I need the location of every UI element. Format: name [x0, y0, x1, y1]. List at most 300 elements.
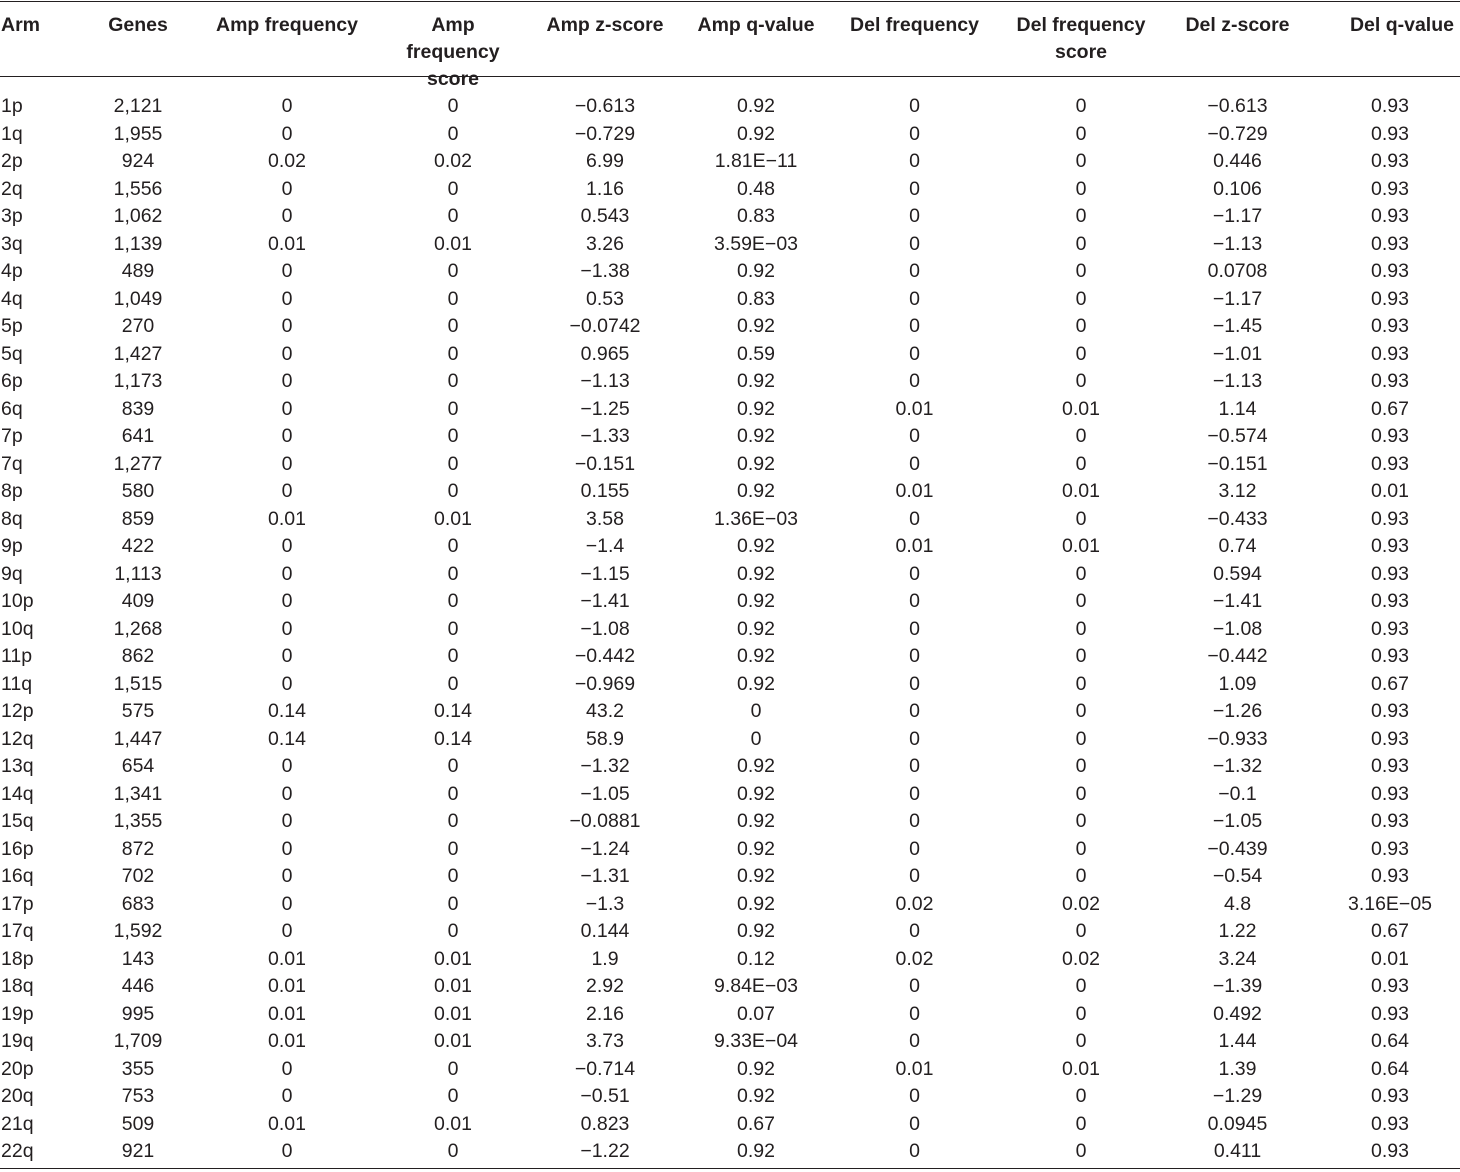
cell-amp-z-score: −1.31	[580, 865, 630, 888]
table-row	[0, 176, 1460, 204]
cell-amp-q-value: 0	[750, 700, 762, 723]
cell-amp-q-value: 9.33E−04	[713, 1030, 799, 1053]
cell-del-z-score: 1.14	[1218, 397, 1257, 420]
cell-amp-frequency-score: 0.01	[434, 1112, 472, 1135]
cell-arm: 11p	[1, 645, 33, 668]
table-row	[0, 1028, 1460, 1056]
cell-genes: 1,427	[113, 342, 163, 365]
cell-del-frequency-score: 0	[1075, 287, 1087, 310]
cell-amp-frequency-score: 0	[447, 782, 459, 805]
cell-amp-q-value: 0.92	[737, 397, 775, 420]
cell-del-frequency: 0	[909, 122, 920, 145]
cell-amp-frequency-score: 0	[447, 865, 459, 888]
cell-amp-frequency: 0	[281, 177, 293, 200]
cell-amp-frequency-score: 0.01	[434, 947, 472, 970]
cell-del-z-score: 1.09	[1218, 672, 1257, 695]
cell-arm: 3q	[1, 232, 23, 255]
cell-amp-frequency-score: 0	[447, 755, 459, 778]
cell-del-frequency-score: 0	[1075, 232, 1087, 255]
cell-del-frequency-score: 0	[1075, 920, 1087, 943]
cell-del-q-value: 0.93	[1371, 95, 1409, 118]
cell-amp-z-score: 3.73	[586, 1030, 624, 1053]
cell-del-frequency-score: 0	[1075, 177, 1087, 200]
cell-del-z-score: −0.439	[1207, 837, 1268, 860]
cell-amp-z-score: 3.26	[586, 232, 624, 255]
cell-amp-q-value: 0.92	[737, 562, 775, 585]
cell-del-frequency: 0	[909, 260, 920, 283]
table-row	[0, 946, 1460, 974]
cell-del-frequency-score: 0	[1075, 782, 1087, 805]
cell-del-q-value: 0.93	[1371, 425, 1409, 448]
cell-amp-frequency-score: 0	[447, 205, 459, 228]
cell-arm: 13q	[1, 755, 34, 778]
cell-amp-frequency-score: 0	[447, 562, 459, 585]
cell-del-q-value: 0.67	[1371, 672, 1409, 695]
cell-amp-q-value: 0.92	[737, 370, 775, 393]
cell-del-frequency-score: 0	[1075, 342, 1087, 365]
cell-genes: 1,355	[113, 810, 163, 833]
cell-amp-z-score: −0.151	[574, 452, 636, 475]
cell-amp-q-value: 0.92	[737, 95, 775, 118]
cell-genes: 1,556	[113, 177, 163, 200]
cell-del-q-value: 0.93	[1371, 507, 1409, 530]
cell-del-frequency-score: 0.02	[1062, 947, 1100, 970]
cell-genes: 862	[121, 645, 155, 668]
cell-amp-z-score: −0.613	[574, 95, 636, 118]
cell-amp-q-value: 0.92	[737, 810, 775, 833]
table-row	[0, 313, 1460, 341]
table-row	[0, 1138, 1460, 1166]
table-row	[0, 423, 1460, 451]
cell-arm: 4q	[1, 287, 23, 310]
cell-amp-frequency-score: 0	[447, 425, 459, 448]
cell-amp-z-score: −0.714	[574, 1057, 636, 1080]
cell-del-q-value: 0.93	[1371, 205, 1409, 228]
cell-del-q-value: 0.93	[1371, 287, 1409, 310]
cell-del-z-score: −1.13	[1212, 232, 1263, 255]
cell-del-frequency: 0.01	[895, 397, 934, 420]
cell-amp-frequency: 0	[281, 452, 293, 475]
cell-del-frequency: 0.01	[895, 535, 934, 558]
cell-del-z-score: 0.106	[1213, 177, 1262, 200]
cell-genes: 1,277	[113, 452, 163, 475]
cell-del-q-value: 0.93	[1371, 342, 1409, 365]
cell-amp-frequency-score: 0	[447, 535, 459, 558]
col-header-del-z-score: Del z-score	[1185, 14, 1290, 36]
cell-del-q-value: 0.93	[1371, 370, 1409, 393]
cell-amp-frequency-score: 0	[447, 177, 459, 200]
cell-del-z-score: −0.729	[1207, 122, 1268, 145]
cell-arm: 19q	[1, 1030, 34, 1053]
bottom-rule	[0, 1168, 1460, 1169]
cell-genes: 995	[121, 1002, 155, 1025]
cell-del-z-score: −0.442	[1207, 645, 1268, 668]
cell-amp-z-score: −0.969	[574, 672, 636, 695]
cell-del-frequency: 0	[909, 1030, 920, 1053]
table-row	[0, 753, 1460, 781]
cell-del-q-value: 0.93	[1371, 975, 1409, 998]
cell-del-frequency-score: 0	[1075, 205, 1087, 228]
cell-amp-z-score: −1.4	[585, 535, 625, 558]
table-row	[0, 286, 1460, 314]
cell-del-q-value: 0.67	[1371, 920, 1409, 943]
cell-del-frequency: 0	[909, 452, 920, 475]
cell-del-q-value: 0.93	[1371, 837, 1409, 860]
cell-amp-frequency: 0.01	[268, 975, 306, 998]
cell-del-z-score: −0.1	[1218, 782, 1257, 805]
cell-arm: 7q	[1, 452, 23, 475]
cell-del-frequency: 0	[909, 562, 920, 585]
cell-del-q-value: 0.67	[1371, 397, 1409, 420]
cell-genes: 924	[121, 150, 155, 173]
cell-del-z-score: 0.0708	[1207, 260, 1268, 283]
table-row	[0, 836, 1460, 864]
cell-amp-z-score: 0.543	[580, 205, 630, 228]
cell-del-frequency-score: 0	[1075, 315, 1087, 338]
cell-amp-frequency: 0	[281, 1140, 293, 1163]
cell-del-frequency-score: 0	[1075, 837, 1087, 860]
cell-del-frequency-score: 0.01	[1062, 397, 1100, 420]
table-row	[0, 203, 1460, 231]
cell-amp-frequency-score: 0	[447, 590, 459, 613]
cell-del-z-score: 3.12	[1218, 480, 1257, 503]
cell-amp-q-value: 0.92	[737, 617, 775, 640]
cell-amp-z-score: −1.22	[580, 1140, 630, 1163]
cell-del-frequency-score: 0	[1075, 1085, 1087, 1108]
cell-del-q-value: 0.64	[1371, 1030, 1409, 1053]
cell-arm: 21q	[1, 1112, 34, 1135]
cell-amp-frequency: 0.01	[268, 1002, 306, 1025]
table-row	[0, 1111, 1460, 1139]
cell-amp-z-score: −1.25	[580, 397, 630, 420]
cell-amp-frequency: 0	[281, 535, 293, 558]
cell-amp-q-value: 0.92	[737, 1140, 775, 1163]
table-row	[0, 258, 1460, 286]
cell-del-z-score: −0.151	[1207, 452, 1268, 475]
cell-amp-frequency: 0.14	[268, 727, 306, 750]
cell-genes: 683	[121, 892, 155, 915]
cell-del-q-value: 0.93	[1371, 645, 1409, 668]
cell-amp-frequency-score: 0.14	[434, 700, 472, 723]
cell-del-q-value: 0.93	[1371, 727, 1409, 750]
cell-amp-z-score: −0.442	[574, 645, 636, 668]
table-row	[0, 891, 1460, 919]
cell-arm: 18p	[1, 947, 34, 970]
cell-amp-q-value: 1.81E−11	[714, 150, 798, 173]
cell-amp-frequency-score: 0	[447, 1057, 459, 1080]
cell-del-frequency: 0	[909, 95, 920, 118]
cell-amp-frequency: 0	[281, 782, 293, 805]
cell-amp-frequency-score: 0.01	[434, 1002, 472, 1025]
cell-del-z-score: −0.54	[1212, 865, 1263, 888]
cell-amp-z-score: 1.16	[586, 177, 624, 200]
cell-arm: 12p	[1, 700, 34, 723]
cell-amp-q-value: 0.92	[737, 122, 775, 145]
cell-amp-frequency-score: 0.14	[434, 727, 472, 750]
cell-amp-z-score: −1.32	[580, 755, 630, 778]
cell-del-frequency-score: 0	[1075, 865, 1087, 888]
cell-amp-frequency-score: 0	[447, 397, 459, 420]
cell-del-z-score: −0.433	[1207, 507, 1268, 530]
cell-amp-z-score: −0.0881	[569, 810, 641, 833]
header-row	[0, 0, 1460, 93]
cell-del-frequency: 0	[909, 1002, 920, 1025]
cell-arm: 20q	[1, 1085, 34, 1108]
cell-del-frequency: 0	[909, 232, 920, 255]
col-header-del-frequency: Del frequency	[850, 14, 979, 36]
table-row	[0, 93, 1460, 121]
cell-del-q-value: 0.93	[1371, 562, 1409, 585]
cell-amp-frequency-score: 0	[447, 95, 459, 118]
cell-del-z-score: 1.22	[1218, 920, 1257, 943]
table-row	[0, 478, 1460, 506]
cell-genes: 1,592	[113, 920, 163, 943]
table-row	[0, 1001, 1460, 1029]
table-row	[0, 451, 1460, 479]
cell-arm: 8q	[1, 507, 23, 530]
cell-del-frequency-score: 0.01	[1062, 535, 1100, 558]
table-row	[0, 231, 1460, 259]
cell-genes: 872	[121, 837, 155, 860]
cell-arm: 1p	[1, 95, 23, 118]
cell-amp-frequency: 0	[281, 370, 293, 393]
cell-del-frequency-score: 0	[1075, 370, 1087, 393]
cell-del-frequency-score: 0.01	[1062, 480, 1100, 503]
cell-amp-q-value: 0.48	[737, 177, 775, 200]
cell-arm: 18q	[1, 975, 34, 998]
cell-amp-q-value: 0.59	[737, 342, 775, 365]
table-row	[0, 808, 1460, 836]
cell-del-frequency: 0	[909, 755, 920, 778]
cell-genes: 1,139	[113, 232, 163, 255]
cell-arm: 4p	[1, 260, 23, 283]
cell-del-frequency: 0	[909, 205, 920, 228]
cell-amp-q-value: 0.92	[737, 892, 775, 915]
table-row	[0, 341, 1460, 369]
cell-arm: 8p	[1, 480, 23, 503]
cell-arm: 6p	[1, 370, 23, 393]
cell-genes: 446	[121, 975, 155, 998]
cell-del-frequency-score: 0	[1075, 700, 1087, 723]
cell-del-frequency-score: 0	[1075, 95, 1087, 118]
cell-del-q-value: 0.93	[1371, 865, 1409, 888]
cell-arm: 9p	[1, 535, 23, 558]
cell-amp-q-value: 0.92	[737, 865, 775, 888]
cell-amp-q-value: 0.92	[737, 452, 775, 475]
cell-genes: 509	[121, 1112, 155, 1135]
cell-del-q-value: 0.93	[1371, 1085, 1409, 1108]
cell-genes: 1,447	[113, 727, 163, 750]
cell-amp-z-score: 0.965	[580, 342, 630, 365]
cell-del-q-value: 0.93	[1371, 122, 1409, 145]
cell-amp-q-value: 0.83	[737, 205, 775, 228]
cell-amp-z-score: −1.24	[580, 837, 630, 860]
cell-genes: 839	[121, 397, 155, 420]
cell-amp-frequency-score: 0	[447, 370, 459, 393]
cell-genes: 641	[121, 425, 155, 448]
cell-del-q-value: 0.93	[1371, 535, 1409, 558]
col-header-amp-z-score: Amp z-score	[546, 14, 664, 36]
cell-amp-frequency: 0.01	[268, 507, 306, 530]
cell-amp-z-score: 58.9	[586, 727, 624, 750]
cell-genes: 489	[121, 260, 155, 283]
cell-amp-z-score: 0.144	[580, 920, 630, 943]
cell-del-q-value: 0.93	[1371, 315, 1409, 338]
cell-del-z-score: 0.446	[1213, 150, 1262, 173]
table-row	[0, 1083, 1460, 1111]
cell-del-z-score: −1.41	[1212, 590, 1263, 613]
cell-amp-z-score: −0.51	[580, 1085, 630, 1108]
cell-amp-z-score: −1.3	[585, 892, 625, 915]
cell-del-z-score: 4.8	[1223, 892, 1252, 915]
cell-genes: 654	[121, 755, 155, 778]
table-row	[0, 121, 1460, 149]
cell-del-q-value: 0.93	[1371, 177, 1409, 200]
cell-del-frequency: 0	[909, 590, 920, 613]
cell-del-q-value: 0.01	[1371, 480, 1409, 503]
cell-amp-frequency: 0	[281, 645, 293, 668]
table-row	[0, 148, 1460, 176]
cell-amp-frequency: 0.01	[268, 947, 306, 970]
cell-del-q-value: 0.64	[1371, 1057, 1409, 1080]
cell-amp-q-value: 0.92	[737, 425, 775, 448]
cell-del-frequency-score: 0	[1075, 590, 1087, 613]
cell-amp-frequency-score: 0	[447, 672, 459, 695]
cell-del-frequency: 0	[909, 727, 920, 750]
cell-amp-q-value: 0.07	[737, 1002, 775, 1025]
cell-genes: 409	[121, 590, 155, 613]
cell-arm: 7p	[1, 425, 23, 448]
cell-amp-frequency: 0	[281, 892, 293, 915]
cell-del-frequency-score: 0	[1075, 507, 1087, 530]
cell-genes: 270	[121, 315, 155, 338]
cell-amp-frequency: 0.01	[268, 1030, 306, 1053]
col-header-arm: Arm	[1, 14, 41, 36]
cell-del-z-score: −0.933	[1207, 727, 1268, 750]
cell-amp-frequency: 0	[281, 672, 293, 695]
cell-amp-frequency-score: 0.01	[434, 507, 472, 530]
cell-amp-q-value: 9.84E−03	[713, 975, 799, 998]
cell-arm: 17q	[1, 920, 34, 943]
cell-amp-frequency-score: 0.02	[434, 150, 472, 173]
cell-genes: 580	[121, 480, 155, 503]
cell-amp-frequency-score: 0	[447, 645, 459, 668]
cell-genes: 1,062	[113, 205, 163, 228]
table-row	[0, 973, 1460, 1001]
cell-del-frequency: 0	[909, 342, 920, 365]
cell-genes: 143	[121, 947, 155, 970]
cell-amp-frequency-score: 0	[447, 1140, 459, 1163]
cell-amp-frequency: 0	[281, 425, 293, 448]
cell-amp-q-value: 0.92	[737, 837, 775, 860]
cell-amp-frequency: 0	[281, 562, 293, 585]
cell-amp-frequency-score: 0.01	[434, 1030, 472, 1053]
cell-amp-z-score: 6.99	[586, 150, 624, 173]
cell-amp-q-value: 0.92	[737, 590, 775, 613]
cell-del-q-value: 0.93	[1371, 700, 1409, 723]
cell-amp-z-score: 2.16	[586, 1002, 624, 1025]
cell-amp-q-value: 0.92	[737, 755, 775, 778]
table-row	[0, 368, 1460, 396]
cell-amp-frequency-score: 0	[447, 617, 459, 640]
cell-amp-z-score: −1.15	[580, 562, 630, 585]
table-row	[0, 863, 1460, 891]
cell-amp-frequency: 0	[281, 1057, 293, 1080]
table-row	[0, 698, 1460, 726]
table-row	[0, 506, 1460, 534]
cell-arm: 22q	[1, 1140, 34, 1163]
cell-del-z-score: −1.13	[1212, 370, 1263, 393]
cell-genes: 1,049	[113, 287, 163, 310]
cell-del-frequency: 0	[909, 975, 920, 998]
cell-genes: 1,709	[113, 1030, 163, 1053]
cell-del-z-score: 0.492	[1213, 1002, 1262, 1025]
cell-amp-z-score: −1.05	[580, 782, 630, 805]
cell-arm: 16p	[1, 837, 34, 860]
cell-arm: 11q	[1, 672, 33, 695]
cell-amp-frequency: 0	[281, 122, 293, 145]
cell-amp-frequency: 0	[281, 342, 293, 365]
cell-arm: 3p	[1, 205, 23, 228]
cell-genes: 702	[121, 865, 155, 888]
cell-amp-frequency: 0	[281, 315, 293, 338]
cell-del-z-score: 0.594	[1213, 562, 1262, 585]
cell-amp-frequency-score: 0	[447, 287, 459, 310]
cell-del-frequency: 0	[909, 672, 920, 695]
cell-arm: 5q	[1, 342, 23, 365]
cell-del-z-score: −1.17	[1212, 287, 1263, 310]
col-header-del-frequency-score: Del frequency score	[1016, 14, 1146, 63]
cell-del-z-score: −1.32	[1212, 755, 1263, 778]
cell-del-frequency: 0.01	[895, 1057, 934, 1080]
cell-del-z-score: −1.45	[1212, 315, 1263, 338]
cell-del-frequency-score: 0	[1075, 1030, 1087, 1053]
cell-del-frequency-score: 0	[1075, 1140, 1087, 1163]
cell-del-frequency: 0	[909, 920, 920, 943]
cell-del-z-score: −0.613	[1207, 95, 1268, 118]
table-row	[0, 781, 1460, 809]
cell-arm: 12q	[1, 727, 34, 750]
cell-del-frequency: 0	[909, 1140, 920, 1163]
cell-amp-frequency-score: 0	[447, 1085, 459, 1108]
cell-del-frequency: 0.02	[895, 947, 934, 970]
cell-amp-q-value: 0.92	[737, 480, 775, 503]
cell-amp-frequency-score: 0	[447, 920, 459, 943]
cell-amp-z-score: 2.92	[586, 975, 624, 998]
cell-amp-z-score: −0.729	[574, 122, 636, 145]
table-row	[0, 588, 1460, 616]
cell-del-frequency-score: 0	[1075, 672, 1087, 695]
cell-amp-q-value: 3.59E−03	[713, 232, 799, 255]
cell-genes: 1,113	[114, 562, 162, 585]
cell-del-q-value: 0.93	[1371, 590, 1409, 613]
cell-amp-q-value: 0.12	[737, 947, 775, 970]
cell-del-z-score: −1.29	[1212, 1085, 1263, 1108]
cell-amp-frequency-score: 0	[447, 342, 459, 365]
col-header-del-q-value: Del q-value	[1349, 14, 1454, 36]
cell-amp-q-value: 0	[750, 727, 762, 750]
cell-del-frequency-score: 0	[1075, 645, 1087, 668]
cell-amp-q-value: 0.92	[737, 535, 775, 558]
cell-amp-frequency: 0	[281, 260, 293, 283]
cell-amp-q-value: 0.92	[737, 1057, 775, 1080]
cell-del-z-score: 3.24	[1218, 947, 1257, 970]
cell-genes: 1,173	[113, 370, 163, 393]
cell-amp-frequency-score: 0	[447, 122, 459, 145]
cell-amp-z-score: 0.823	[580, 1112, 630, 1135]
cell-amp-q-value: 0.92	[737, 315, 775, 338]
cell-genes: 753	[121, 1085, 155, 1108]
